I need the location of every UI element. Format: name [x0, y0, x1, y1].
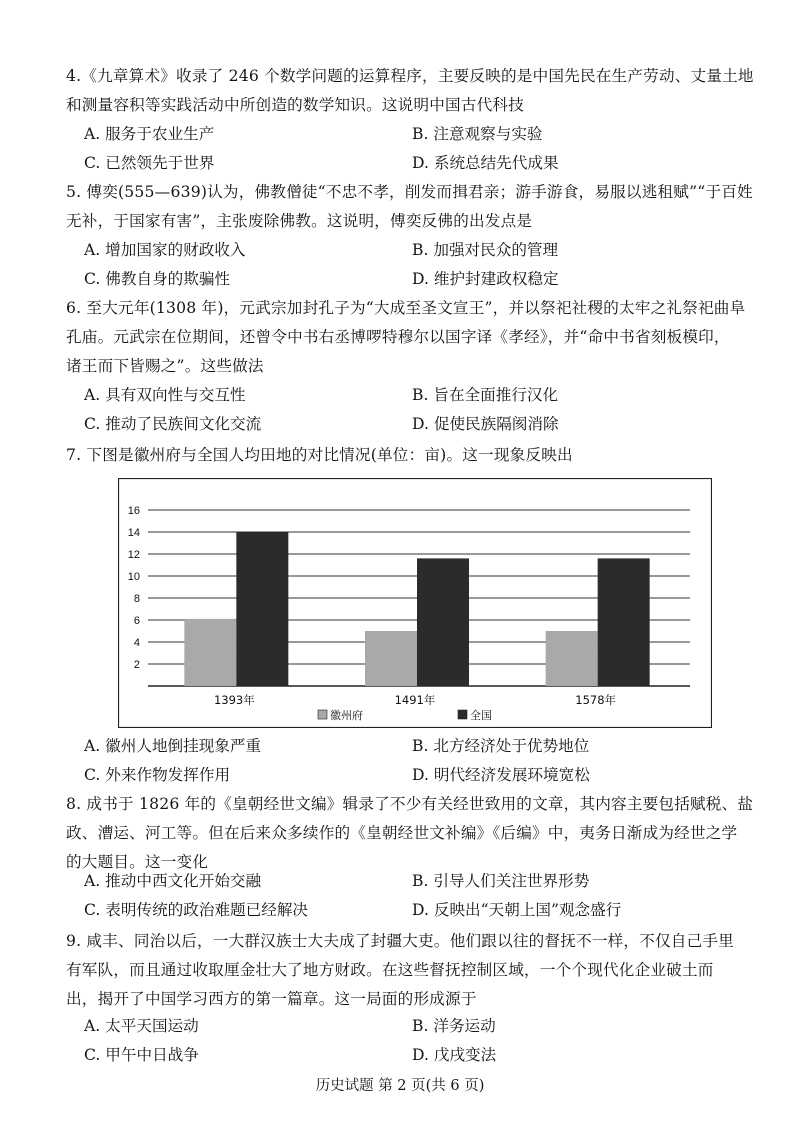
option-d[interactable]: D. 戊戌变法: [412, 1046, 497, 1064]
option-b[interactable]: B. 引导人们关注世界形势: [412, 872, 590, 890]
question-text-line: 7. 下图是徽州府与全国人均田地的对比情况(单位：亩)。这一现象反映出: [66, 446, 573, 464]
question-text-line: 有军队，而且通过收取厘金壮大了地方财政。在这些督抚控制区域，一个个现代化企业破土而: [66, 961, 714, 979]
option-c[interactable]: C. 外来作物发挥作用: [84, 766, 231, 784]
bar-徽州府-1393年: [184, 619, 236, 686]
option-c[interactable]: C. 表明传统的政治难题已经解决: [84, 901, 309, 919]
bar-徽州府-1578年: [546, 631, 598, 686]
question-9: [66, 927, 756, 1014]
x-tick-label: 1491年: [394, 693, 436, 707]
option-c[interactable]: C. 推动了民族间文化交流: [84, 415, 262, 433]
x-tick-label: 1393年: [213, 693, 255, 707]
legend-swatch: [458, 710, 467, 719]
legend-label: 全国: [470, 709, 492, 722]
question-9-options: [84, 1012, 754, 1070]
option-c[interactable]: C. 已然领先于世界: [84, 154, 215, 172]
option-a[interactable]: A. 增加国家的财政收入: [84, 241, 246, 259]
y-tick-label: 8: [133, 593, 140, 605]
chart-svg: [118, 478, 712, 728]
option-a[interactable]: A. 太平天国运动: [84, 1017, 199, 1035]
option-b[interactable]: B. 北方经济处于优势地位: [412, 737, 590, 755]
question-5-options: [84, 236, 754, 294]
option-a[interactable]: A. 具有双向性与交互性: [84, 386, 246, 404]
bar-徽州府-1491年: [365, 631, 417, 686]
y-tick-label: 12: [127, 549, 140, 561]
bar-全国-1578年: [598, 558, 650, 686]
question-text-line: 诸王而下皆赐之”。这些做法: [66, 357, 264, 375]
y-tick-label: 14: [127, 527, 140, 539]
option-d[interactable]: D. 系统总结先代成果: [412, 154, 559, 172]
question-text-line: 和测量容积等实践活动中所创造的数学知识。这说明中国古代科技: [66, 96, 525, 114]
option-c[interactable]: C. 甲午中日战争: [84, 1046, 199, 1064]
bar-全国-1393年: [236, 532, 288, 686]
question-text-line: 8. 成书于 1826 年的《皇朝经世文编》辑录了不少有关经世致用的文章，其内容主要包括赋税、盐: [66, 795, 754, 813]
y-tick-label: 10: [127, 571, 140, 583]
question-6-options: [84, 381, 754, 439]
question-text-line: 4.《九章算术》收录了 246 个数学问题的运算程序，主要反映的是中国先民在生产劳动、丈量土地: [66, 67, 754, 85]
y-tick-label: 4: [133, 637, 140, 649]
question-4-options: [84, 120, 754, 178]
y-tick-label: 6: [133, 615, 140, 627]
option-a[interactable]: A. 推动中西文化开始交融: [84, 872, 262, 890]
y-tick-label: 16: [127, 505, 140, 517]
option-b[interactable]: B. 洋务运动: [412, 1017, 496, 1035]
question-4: [66, 62, 756, 120]
option-a[interactable]: A. 徽州人地倒挂现象严重: [84, 737, 262, 755]
question-text-line: 政、漕运、河工等。但在后来众多续作的《皇朝经世文补编》《后编》中，夷务日渐成为经世之学: [66, 824, 738, 842]
x-tick-label: 1578年: [575, 693, 617, 707]
option-b[interactable]: B. 旨在全面推行汉化: [412, 386, 559, 404]
option-c[interactable]: C. 佛教自身的欺骗性: [84, 270, 231, 288]
question-text-line: 无补，于国家有害”，主张废除佛教。这说明，傅奕反佛的出发点是: [66, 212, 533, 230]
bar-全国-1491年: [417, 558, 469, 686]
option-d[interactable]: D. 促使民族隔阂消除: [412, 415, 559, 433]
question-7: [66, 441, 756, 470]
question-text-line: 孔庙。元武宗在位期间，还曾令中书右丞博啰特穆尔以国字译《孝经》，并“命中书省刻板模印，: [66, 328, 730, 346]
option-d[interactable]: D. 明代经济发展环境宽松: [412, 766, 590, 784]
option-b[interactable]: B. 注意观察与实验: [412, 125, 543, 143]
question-6: [66, 294, 756, 381]
question-8: [66, 790, 756, 877]
land-per-capita-chart: [118, 478, 712, 728]
question-text-line: 出，揭开了中国学习西方的第一篇章。这一局面的形成源于: [66, 990, 477, 1008]
legend-label: 徽州府: [330, 709, 363, 722]
question-8-options: [84, 867, 754, 925]
y-tick-label: 2: [133, 659, 140, 671]
question-text-line: 9. 咸丰、同治以后，一大群汉族士大夫成了封疆大吏。他们跟以往的督抚不一样，不仅自己手里: [66, 932, 734, 950]
question-text-line: 6. 至大元年(1308 年)，元武宗加封孔子为“大成至圣文宣王”，并以祭祀社稷的太牢之礼祭祀曲阜: [66, 299, 746, 317]
question-text-line: 5. 傅奕(555—639)认为，佛教僧徒“不忠不孝，削发而揖君亲；游手游食，易服以逃租赋”“于百姓: [66, 183, 753, 201]
question-text-line: 的大题目。这一变化: [66, 853, 209, 871]
option-b[interactable]: B. 加强对民众的管理: [412, 241, 559, 259]
option-d[interactable]: D. 反映出“天朝上国”观念盛行: [412, 901, 622, 919]
legend-swatch: [318, 710, 327, 719]
option-d[interactable]: D. 维护封建政权稳定: [412, 270, 559, 288]
question-5: [66, 178, 756, 236]
page-footer: 历史试题 第 2 页(共 6 页): [315, 1078, 485, 1094]
option-a[interactable]: A. 服务于农业生产: [84, 125, 215, 143]
question-7-options: [84, 732, 754, 790]
